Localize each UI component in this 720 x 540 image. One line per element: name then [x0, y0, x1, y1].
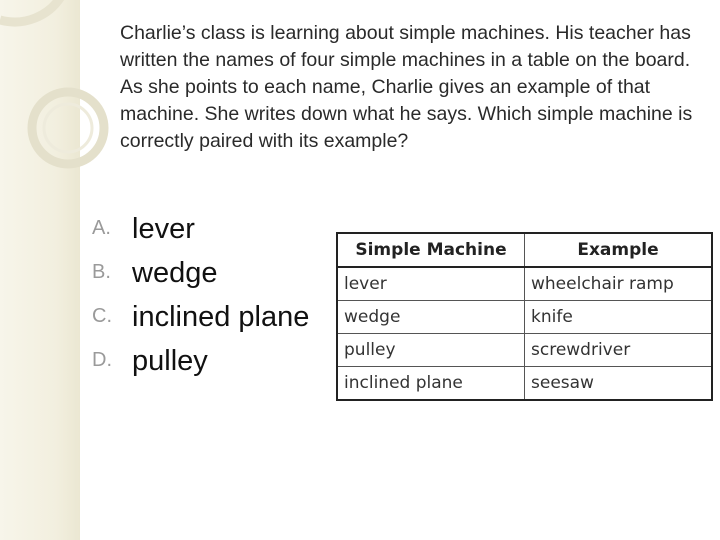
option-text: inclined plane [132, 301, 310, 333]
decorative-rings [0, 0, 120, 200]
table-header-row [337, 233, 712, 267]
machine-cell: wedge [337, 301, 525, 334]
example-cell: screwdriver [525, 334, 713, 367]
option-text: lever [132, 213, 195, 245]
table-row [337, 334, 712, 367]
option-text: pulley [132, 345, 208, 377]
question-text: Charlie’s class is learning about simple machines. His teacher has written the names of four simple machines in a table on the board. As she points to each name, Charlie gives an example of that machine. She writes down what he says. Which simple machine is correctly paired with its example? [120, 22, 693, 152]
header-simple-machine: Simple Machine [337, 233, 525, 267]
simple-machine-table [336, 232, 713, 401]
table-row [337, 301, 712, 334]
machine-cell: lever [337, 267, 525, 301]
example-cell: knife [525, 301, 713, 334]
machine-cell: pulley [337, 334, 525, 367]
option-letter: A. [92, 217, 111, 239]
option-letter: B. [92, 261, 111, 283]
option-text: wedge [132, 257, 218, 289]
header-example: Example [525, 233, 713, 267]
option-letter: D. [92, 349, 112, 371]
machine-cell: inclined plane [337, 367, 525, 401]
example-cell: wheelchair ramp [525, 267, 713, 301]
option-letter: C. [92, 305, 112, 327]
table-row [337, 267, 712, 301]
example-cell: seesaw [525, 367, 713, 401]
table-row [337, 367, 712, 401]
simple-machine-table-container [336, 232, 713, 401]
